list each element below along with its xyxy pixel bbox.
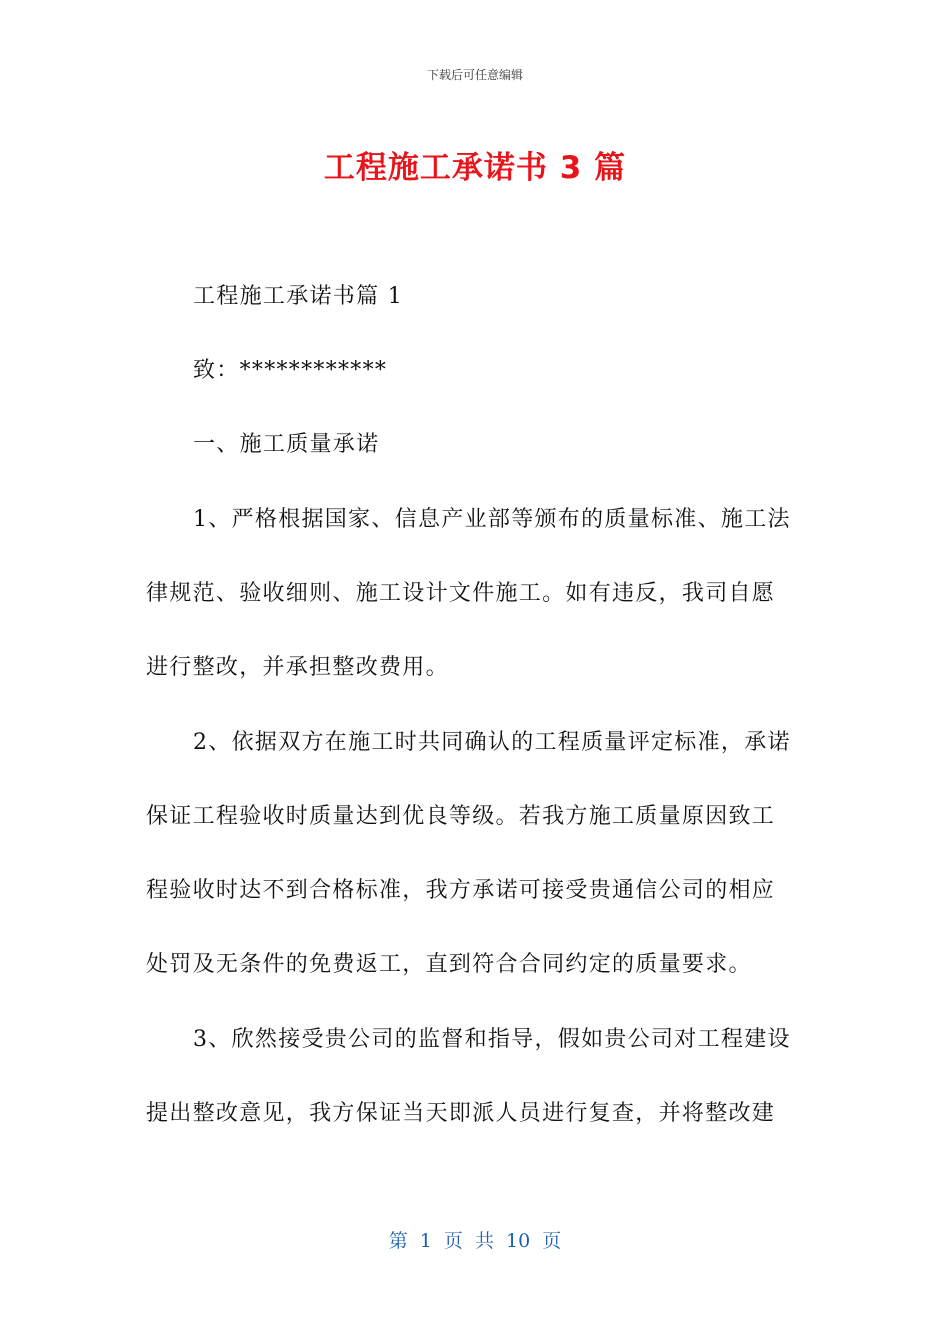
document-title: 工程施工承诺书 3 篇 [323,150,627,186]
paragraph-line: 3、欣然接受贵公司的监督和指导，假如贵公司对工程建设 [193,1027,791,1052]
paragraph-line: 律规范、验收细则、施工设计文件施工。如有违反，我司自愿 [146,581,776,606]
subheading-quality-commitment: 一、施工质量承诺 [193,432,380,457]
header-note: 下载后可任意编辑 [426,68,523,82]
paragraph-line: 2、依据双方在施工时共同确认的工程质量评定标准，承诺 [193,730,791,755]
paragraph-line: 进行整改，并承担整改费用。 [146,655,449,680]
paragraph-line: 提出整改意见，我方保证当天即派人员进行复查，并将整改建 [146,1101,776,1126]
paragraph-line: 处罚及无条件的免费返工，直到符合合同约定的质量要求。 [146,952,752,977]
recipient-line: 致：************ [193,358,388,383]
page-indicator: 第 1 页 共 10 页 [388,1230,562,1252]
section-heading: 工程施工承诺书篇 1 [193,284,403,309]
paragraph-line: 保证工程验收时质量达到优良等级。若我方施工质量原因致工 [146,804,776,829]
paragraph-line: 程验收时达不到合格标准，我方承诺可接受贵通信公司的相应 [146,878,776,903]
paragraph-line: 1、严格根据国家、信息产业部等颁布的质量标准、施工法 [193,507,791,532]
